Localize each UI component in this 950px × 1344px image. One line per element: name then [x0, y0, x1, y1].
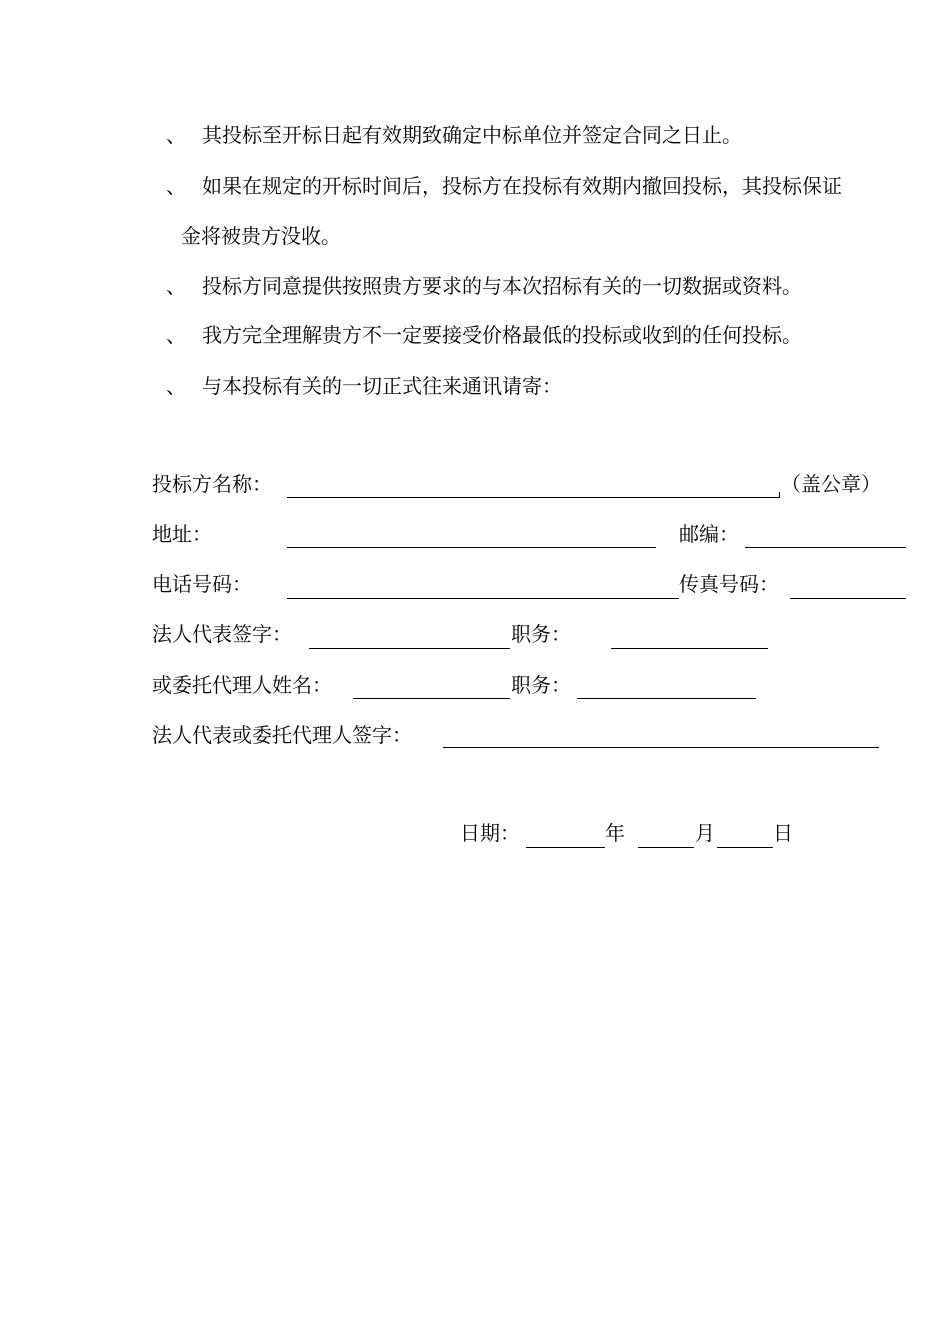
postcode-label: 邮编： [679, 522, 739, 546]
phone-field[interactable] [287, 598, 679, 599]
bidder-name-field-end [779, 492, 780, 498]
day-field[interactable] [717, 847, 773, 848]
legal-rep-sign-label: 法人代表签字： [152, 622, 292, 646]
clause-3-mark: 、 [166, 274, 186, 298]
postcode-field[interactable] [745, 547, 906, 548]
clause-2-continuation: 金将被贵方没收。 [181, 224, 341, 248]
position-field-2[interactable] [577, 698, 756, 699]
address-label: 地址： [152, 522, 212, 546]
fax-label: 传真号码： [679, 572, 779, 596]
month-field[interactable] [638, 847, 694, 848]
clause-5-text: 与本投标有关的一切正式往来通讯请寄： [202, 374, 562, 398]
clause-4-text: 我方完全理解贵方不一定要接受价格最低的投标或收到的任何投标。 [202, 323, 802, 347]
bidder-name-field[interactable] [287, 497, 779, 498]
address-field[interactable] [287, 547, 656, 548]
agent-name-label: 或委托代理人姓名： [152, 673, 332, 697]
clause-2-text: 如果在规定的开标时间后，投标方在投标有效期内撤回投标，其投标保证 [202, 174, 842, 198]
legal-rep-sign-field[interactable] [309, 648, 510, 649]
day-label: 日 [773, 821, 793, 845]
rep-or-agent-sign-label: 法人代表或委托代理人签字： [152, 723, 412, 747]
phone-label: 电话号码： [152, 572, 252, 596]
bidder-name-label: 投标方名称： [152, 472, 272, 496]
year-field[interactable] [526, 847, 605, 848]
clause-5-mark: 、 [166, 374, 186, 398]
agent-name-field[interactable] [353, 698, 510, 699]
year-label: 年 [605, 821, 625, 845]
date-label: 日期： [460, 821, 520, 845]
rep-or-agent-sign-field[interactable] [443, 747, 879, 748]
clause-2-mark: 、 [166, 174, 186, 198]
clause-1-text: 其投标至开标日起有效期致确定中标单位并签定合同之日止。 [202, 123, 742, 147]
fax-field[interactable] [790, 598, 906, 599]
clause-1-mark: 、 [166, 123, 186, 147]
month-label: 月 [695, 821, 715, 845]
clause-3-text: 投标方同意提供按照贵方要求的与本次招标有关的一切数据或资料。 [202, 274, 802, 298]
position-label-2: 职务： [511, 673, 571, 697]
seal-note: （盖公章） [781, 472, 881, 496]
position-label-1: 职务： [511, 622, 571, 646]
clause-4-mark: 、 [166, 323, 186, 347]
position-field-1[interactable] [611, 648, 768, 649]
